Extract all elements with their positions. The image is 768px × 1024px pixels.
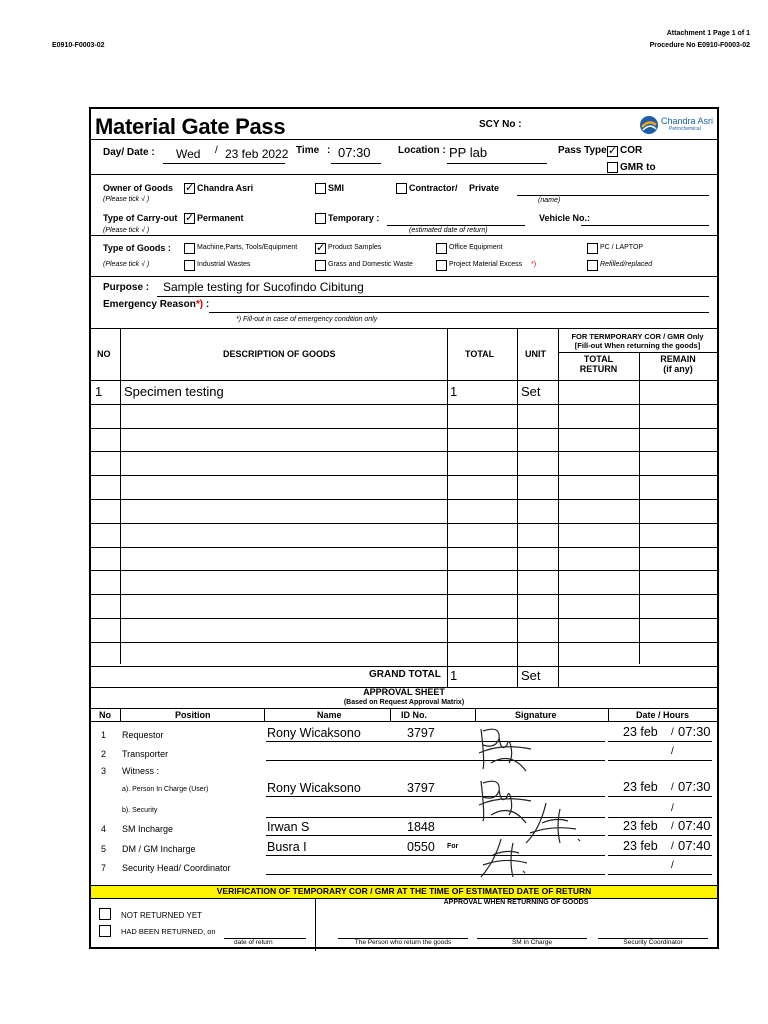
- verification-banner: VERIFICATION OF TEMPORARY COR / GMR AT THE TIME OF ESTIMATED DATE OF RETURN: [216, 886, 592, 896]
- table-column-line: [558, 328, 559, 687]
- col-total: TOTAL: [465, 349, 495, 359]
- approval-row-name[interactable]: Busra I: [267, 840, 307, 854]
- permanent-checkbox[interactable]: ✓: [185, 212, 195, 224]
- approval-row-no: 4: [101, 824, 107, 834]
- col-unit: UNIT: [525, 349, 546, 359]
- cor-label: COR: [620, 145, 643, 156]
- approval-row-line: [266, 741, 428, 742]
- gmr-label: GMR to: [620, 162, 656, 173]
- machine-checkbox[interactable]: [184, 243, 195, 254]
- approval-subtitle: (Based on Request Approval Matrix): [343, 699, 465, 706]
- approval-row-time[interactable]: 07:30: [678, 724, 711, 739]
- owner-smi-checkbox[interactable]: [315, 183, 326, 194]
- table-row-line: [91, 666, 717, 667]
- table-row-line: [91, 594, 717, 595]
- goods-type-label: Type of Goods :: [103, 243, 171, 253]
- industrial-checkbox[interactable]: [184, 260, 195, 271]
- approval-row-sep: /: [671, 821, 674, 832]
- approval-row-line: [608, 855, 712, 856]
- approval-row-no: 5: [101, 844, 107, 854]
- row1-total[interactable]: 1: [450, 384, 458, 399]
- approval-row-sep: /: [671, 841, 674, 852]
- approval-row-name[interactable]: Rony Wicaksono: [267, 726, 361, 740]
- approval-row-position: b). Security: [122, 807, 158, 814]
- grand-total-label: GRAND TOTAL: [369, 669, 441, 680]
- doc-code: E0910-F0003-02: [52, 42, 105, 49]
- col-no: NO: [97, 349, 111, 359]
- approval-row-id[interactable]: 3797: [407, 781, 435, 795]
- approval-row-date[interactable]: 23 feb: [623, 839, 658, 853]
- signature-dm: [461, 837, 541, 883]
- table-column-line: [517, 328, 518, 687]
- attachment-label: Attachment 1 Page 1 of 1: [666, 30, 750, 37]
- grand-total-unit: Set: [521, 668, 541, 683]
- temp-head: FOR TERMPORARY COR / GMR Only [Fill-out When returning the goods]: [571, 332, 704, 350]
- procedure-label: Procedure No E0910-F0003-02: [649, 42, 750, 49]
- table-row-line: [91, 618, 717, 619]
- location-label: Location :: [398, 145, 446, 156]
- not-returned-checkbox[interactable]: [99, 908, 111, 920]
- time-label: Time: [296, 145, 320, 156]
- approval-row-no: 2: [101, 749, 107, 759]
- table-row-line: [91, 428, 717, 429]
- signature-requestor: [471, 723, 551, 775]
- grass-checkbox[interactable]: [315, 260, 326, 271]
- grand-total-value: 1: [450, 668, 458, 683]
- approval-row-line: [406, 760, 478, 761]
- row1-desc[interactable]: Specimen testing: [124, 384, 224, 399]
- approval-row-position: SM Incharge: [122, 824, 174, 834]
- vehicle-label: Vehicle No.:: [539, 213, 591, 223]
- approval-row-line: [608, 874, 712, 875]
- gmr-checkbox[interactable]: [607, 162, 618, 173]
- day-value[interactable]: Wed: [176, 147, 201, 161]
- project-checkbox[interactable]: [436, 260, 447, 271]
- approval-row-line: [406, 741, 478, 742]
- purpose-value[interactable]: Sample testing for Sucofindo Cibitung: [163, 280, 364, 294]
- approval-row-position: a). Person In Charge (User): [122, 786, 209, 793]
- approval-row-line: [608, 741, 712, 742]
- approval-row-id[interactable]: 1848: [407, 820, 435, 834]
- approval-row-time[interactable]: 07:40: [678, 838, 711, 853]
- table-row-line: [91, 475, 717, 476]
- carry-label: Type of Carry-out: [103, 213, 178, 223]
- approval-row-id[interactable]: 0550: [407, 840, 435, 854]
- approval-row-line: [608, 796, 712, 797]
- approval-title: APPROVAL SHEET: [363, 687, 445, 697]
- cor-checkbox[interactable]: ✓: [608, 145, 618, 157]
- table-row-line: [91, 451, 717, 452]
- emergency-label: Emergency Reason*) :: [103, 299, 210, 310]
- day-date-label: Day/ Date :: [103, 147, 155, 158]
- approval-row-sep: /: [671, 782, 674, 793]
- approval-row-line: [406, 835, 478, 836]
- approval-row-line: [266, 874, 428, 875]
- col-return: TOTAL RETURN: [579, 354, 618, 374]
- approval-row-sep: /: [671, 727, 674, 738]
- approval-row-line: [406, 817, 478, 818]
- location-value[interactable]: PP lab: [449, 145, 488, 160]
- scy-label: SCY No :: [479, 119, 522, 130]
- approval-row-line: [266, 817, 428, 818]
- row1-no: 1: [95, 384, 103, 399]
- approval-row-position: Security Head/ Coordinator: [122, 863, 231, 873]
- table-row-line: [91, 642, 717, 643]
- approval-row-line: [608, 760, 712, 761]
- emergency-note: *) Fill-out in case of emergency condition only: [236, 316, 378, 323]
- office-checkbox[interactable]: [436, 243, 447, 254]
- approval-row-name[interactable]: Rony Wicaksono: [267, 781, 361, 795]
- approval-row-line: [266, 760, 428, 761]
- approval-row-sep: /: [671, 803, 674, 814]
- table-column-line: [120, 328, 121, 664]
- approval-row-sep: /: [671, 860, 674, 871]
- owner-chandra-checkbox[interactable]: ✓: [185, 182, 195, 194]
- approval-row-time[interactable]: 07:40: [678, 818, 711, 833]
- approval-row-date[interactable]: 23 feb: [623, 780, 658, 794]
- row1-unit[interactable]: Set: [521, 384, 541, 399]
- table-row-line: [91, 499, 717, 500]
- table-column-line: [447, 328, 448, 687]
- pass-type-label: Pass Type: [558, 145, 607, 156]
- table-row-line: [91, 570, 717, 571]
- approval-row-sep: /: [671, 746, 674, 757]
- approval-row-position: DM / GM Incharge: [122, 844, 196, 854]
- approval-row-id[interactable]: 3797: [407, 726, 435, 740]
- approval-row-position: Requestor: [122, 730, 164, 740]
- returned-checkbox[interactable]: [99, 925, 111, 937]
- approval-row-position: Witness :: [122, 766, 160, 776]
- approval-row-position: Transporter: [122, 749, 169, 759]
- approval-row-line: [608, 835, 712, 836]
- logo-name: Chandra Asri: [661, 116, 714, 126]
- approval-row-line: [266, 835, 428, 836]
- for-label: For: [447, 843, 459, 850]
- approval-row-no: 3: [101, 766, 107, 776]
- col-desc: DESCRIPTION OF GOODS: [223, 349, 336, 359]
- logo-sub: Petrochemical: [669, 126, 701, 132]
- approval-row-line: [406, 796, 478, 797]
- approval-row-no: 1: [101, 730, 107, 740]
- return-approval-title: APPROVAL WHEN RETURNING OF GOODS: [443, 899, 589, 906]
- approval-row-time[interactable]: 07:30: [678, 779, 711, 794]
- col-remain: REMAIN (if any): [660, 354, 696, 374]
- approval-row-date[interactable]: 23 feb: [623, 725, 658, 739]
- approval-row-no: 7: [101, 863, 107, 873]
- temporary-checkbox[interactable]: [315, 213, 326, 224]
- pc-checkbox[interactable]: [587, 243, 598, 254]
- approval-row-date[interactable]: 23 feb: [623, 819, 658, 833]
- table-row-line: [91, 547, 717, 548]
- purpose-label: Purpose :: [103, 282, 150, 293]
- refilled-checkbox[interactable]: [587, 260, 598, 271]
- logo-icon: [639, 115, 659, 135]
- owner-label: Owner of Goods: [103, 183, 174, 193]
- approval-row-name[interactable]: Irwan S: [267, 820, 310, 834]
- date-value[interactable]: 23 feb 2022: [225, 147, 289, 161]
- approval-row-line: [266, 855, 428, 856]
- page-title: Material Gate Pass: [95, 114, 286, 139]
- time-value[interactable]: 07:30: [338, 145, 371, 160]
- table-row-line: [91, 523, 717, 524]
- samples-checkbox[interactable]: ✓: [316, 242, 326, 254]
- gate-pass-form: Material Gate Pass SCY No : Chandra Asri Petrochemical Day/ Date : Wed / 23 feb 2022 Time : 07:30 Location : PP lab Pass Type ✓ COR GMR to Owner of Goods (Please tick √ ) ✓ Chandra Asri SMI Contractor/ Private (name) Type of Carry-out (Please tick √ ) ✓ Permanent Temporary : (estimated date of return) Vehicle No.: Type of Goods : (Please tick √ ) Machine,Parts, Tools/Equipment ✓ Product Samples Office Equipment PC / LAPTOP Industrial Wastes Grass and Domestic Waste Project Material Excess *) Refilled/replaced Purpose : Sample testing for Sucofindo Cibitung Emergency Reason*) : *) Fill-out in case of emergency condition only NO DESCRIPTION OF GOODS TOTAL UNIT FOR TERMPORARY COR / GMR Only [Fill-out When returning the goods] TOTAL RETURN REMAIN (if any) 1 Specimen testing 1 Set GRAND TOTAL 1 Set APPROVAL SHEET (Based on Request Approval Matrix) No Position Name ID No. Signature Date / Hours 1 Requestor Rony Wicaksono 3797 23 feb / 07:30 2 Transporter / 3 Witness : a). Person In Charge (User) Rony Wicaksono 3797 23 feb / 07:30 b). Security / 4 SM Incharge Irwan S 1848 23 feb / 07:40 5 DM / GM Incharge Busra I 0550 23 feb / 07:40 7 Security Head/ Coordinator / For VERIFICATION OF TEMPORARY COR / GMR AT THE TIME OF ESTIMATED DATE OF RETURN APPROVAL WHEN RETURNING OF GOODS NOT RETURNED YET HAD BEEN RETURNED, on date of return The Person who return the goods SM In Charge Security Coordinator: [89, 107, 719, 949]
- owner-contractor-checkbox[interactable]: [396, 183, 407, 194]
- table-row-line: [91, 404, 717, 405]
- approval-row-line: [266, 796, 428, 797]
